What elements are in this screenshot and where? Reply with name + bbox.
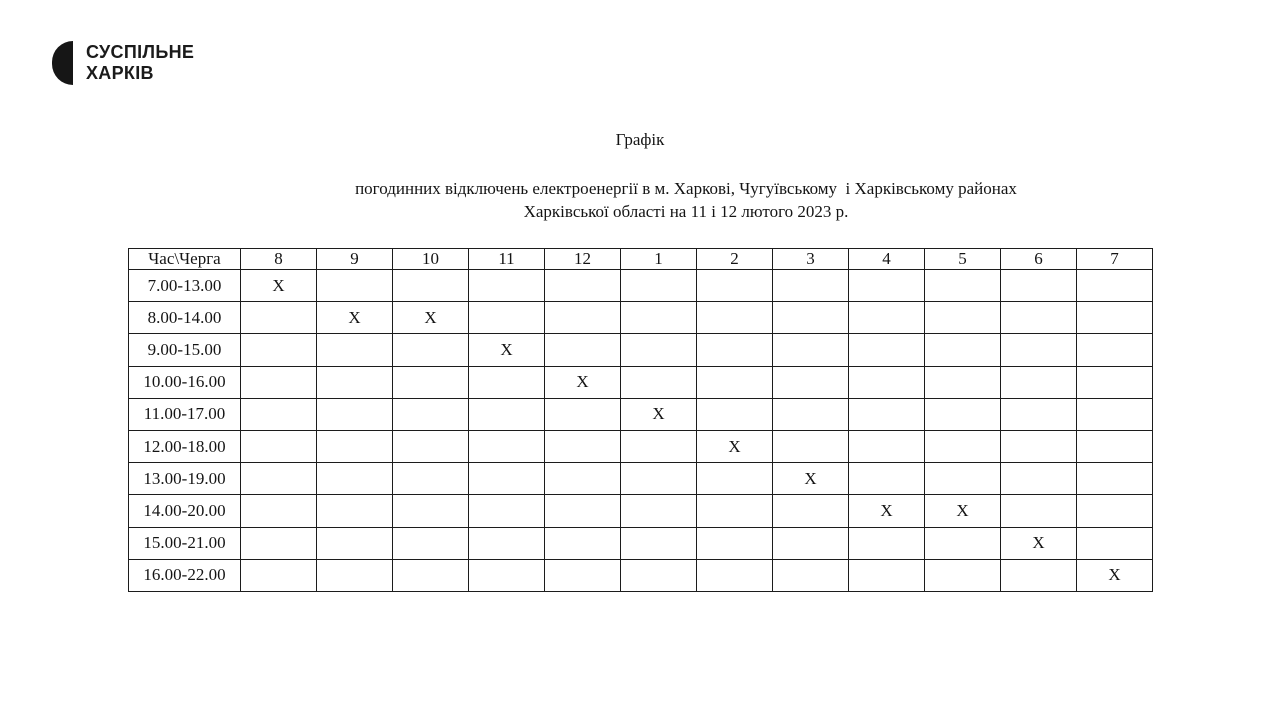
mark-cell: [773, 495, 849, 527]
mark-cell: [317, 270, 393, 302]
mark-cell: [241, 495, 317, 527]
mark-cell: [393, 334, 469, 366]
table-row: [129, 398, 1153, 430]
queue-header-cell: 6: [1001, 249, 1077, 270]
mark-cell: [621, 527, 697, 559]
mark-cell: [849, 398, 925, 430]
time-cell: 11.00-17.00: [129, 398, 241, 430]
logo-line2: ХАРКІВ: [86, 63, 154, 83]
mark-cell: [925, 398, 1001, 430]
queue-header-cell: 12: [545, 249, 621, 270]
mark-cell: [317, 527, 393, 559]
time-cell: 15.00-21.00: [129, 527, 241, 559]
mark-cell: [1001, 495, 1077, 527]
mark-cell: X: [241, 270, 317, 302]
mark-cell: X: [1001, 527, 1077, 559]
mark-cell: [925, 527, 1001, 559]
mark-cell: [545, 302, 621, 334]
mark-cell: [849, 302, 925, 334]
mark-cell: [545, 430, 621, 462]
mark-cell: [773, 366, 849, 398]
mark-cell: [773, 302, 849, 334]
queue-header-cell: 10: [393, 249, 469, 270]
mark-cell: [1077, 527, 1153, 559]
page-title: Графік: [615, 130, 665, 149]
mark-cell: [393, 559, 469, 591]
mark-cell: [545, 495, 621, 527]
mark-cell: [1077, 366, 1153, 398]
mark-cell: [849, 527, 925, 559]
queue-header-cell: 5: [925, 249, 1001, 270]
table-row: [129, 559, 1153, 591]
mark-cell: [1077, 463, 1153, 495]
mark-cell: [925, 302, 1001, 334]
time-cell: 8.00-14.00: [129, 302, 241, 334]
mark-cell: [621, 495, 697, 527]
mark-cell: [241, 302, 317, 334]
mark-cell: [545, 559, 621, 591]
mark-cell: [545, 334, 621, 366]
suspilne-kharkiv-logo: [52, 41, 194, 85]
queue-header-cell: 4: [849, 249, 925, 270]
mark-cell: [317, 398, 393, 430]
queue-header-cell: 1: [621, 249, 697, 270]
mark-cell: [621, 334, 697, 366]
mark-cell: X: [697, 430, 773, 462]
mark-cell: [697, 463, 773, 495]
mark-cell: X: [621, 398, 697, 430]
outage-schedule-table: [128, 248, 1153, 592]
mark-cell: X: [925, 495, 1001, 527]
mark-cell: [1001, 302, 1077, 334]
mark-cell: [241, 398, 317, 430]
mark-cell: [1077, 495, 1153, 527]
mark-cell: [1001, 430, 1077, 462]
mark-cell: [925, 334, 1001, 366]
mark-cell: [697, 527, 773, 559]
queue-header-cell: 9: [317, 249, 393, 270]
mark-cell: [773, 270, 849, 302]
mark-cell: [317, 463, 393, 495]
mark-cell: X: [1077, 559, 1153, 591]
mark-cell: [545, 527, 621, 559]
mark-cell: [241, 463, 317, 495]
mark-cell: X: [849, 495, 925, 527]
queue-header-cell: 3: [773, 249, 849, 270]
time-cell: 7.00-13.00: [129, 270, 241, 302]
mark-cell: [697, 302, 773, 334]
mark-cell: [469, 430, 545, 462]
mark-cell: [393, 527, 469, 559]
mark-cell: [925, 559, 1001, 591]
mark-cell: [469, 398, 545, 430]
queue-header-cell: 8: [241, 249, 317, 270]
mark-cell: [621, 463, 697, 495]
mark-cell: [317, 559, 393, 591]
mark-cell: [469, 302, 545, 334]
mark-cell: [1001, 398, 1077, 430]
mark-cell: [925, 366, 1001, 398]
mark-cell: [773, 559, 849, 591]
mark-cell: [393, 398, 469, 430]
mark-cell: X: [773, 463, 849, 495]
table-row: [129, 430, 1153, 462]
mark-cell: [1077, 334, 1153, 366]
table-row: [129, 270, 1153, 302]
header-row: [129, 249, 1153, 270]
mark-cell: [545, 398, 621, 430]
mark-cell: [393, 366, 469, 398]
mark-cell: [773, 398, 849, 430]
corner-header-cell: Час\Черга: [129, 249, 241, 270]
mark-cell: [469, 559, 545, 591]
mark-cell: [1001, 463, 1077, 495]
time-cell: 14.00-20.00: [129, 495, 241, 527]
suspilne-halfdisc-icon: [52, 41, 73, 85]
mark-cell: [545, 463, 621, 495]
mark-cell: [773, 334, 849, 366]
time-cell: 12.00-18.00: [129, 430, 241, 462]
mark-cell: [849, 430, 925, 462]
mark-cell: [241, 366, 317, 398]
time-cell: 16.00-22.00: [129, 559, 241, 591]
time-cell: 10.00-16.00: [129, 366, 241, 398]
mark-cell: [469, 495, 545, 527]
mark-cell: [1077, 302, 1153, 334]
mark-cell: [925, 463, 1001, 495]
mark-cell: [925, 270, 1001, 302]
mark-cell: [697, 270, 773, 302]
queue-header-cell: 11: [469, 249, 545, 270]
mark-cell: [621, 366, 697, 398]
mark-cell: [849, 366, 925, 398]
table-row: [129, 366, 1153, 398]
mark-cell: [1001, 559, 1077, 591]
mark-cell: [469, 366, 545, 398]
mark-cell: [849, 334, 925, 366]
mark-cell: [849, 559, 925, 591]
mark-cell: [773, 430, 849, 462]
time-cell: 9.00-15.00: [129, 334, 241, 366]
subtitle: [46, 177, 1280, 223]
mark-cell: [469, 463, 545, 495]
mark-cell: [849, 270, 925, 302]
mark-cell: X: [545, 366, 621, 398]
mark-cell: [1001, 366, 1077, 398]
table-row: [129, 495, 1153, 527]
table-row: [129, 302, 1153, 334]
table-row: [129, 334, 1153, 366]
mark-cell: [621, 270, 697, 302]
mark-cell: [469, 270, 545, 302]
mark-cell: [317, 334, 393, 366]
mark-cell: [241, 334, 317, 366]
table-row: [129, 463, 1153, 495]
mark-cell: [469, 527, 545, 559]
logo-line1: СУСПІЛЬНЕ: [86, 42, 195, 62]
mark-cell: [393, 430, 469, 462]
mark-cell: [317, 366, 393, 398]
queue-header-cell: 7: [1077, 249, 1153, 270]
mark-cell: [1001, 334, 1077, 366]
subtitle-line1: погодинних відключень електроенергії в м. Харкові, Чугуївському і Харківському районах: [355, 179, 1017, 198]
mark-cell: [1077, 430, 1153, 462]
mark-cell: [697, 334, 773, 366]
mark-cell: X: [393, 302, 469, 334]
mark-cell: X: [469, 334, 545, 366]
mark-cell: [697, 366, 773, 398]
mark-cell: [241, 430, 317, 462]
mark-cell: [241, 527, 317, 559]
mark-cell: [545, 270, 621, 302]
mark-cell: [925, 430, 1001, 462]
queue-header-cell: 2: [697, 249, 773, 270]
mark-cell: [1001, 270, 1077, 302]
mark-cell: [621, 559, 697, 591]
mark-cell: [1077, 270, 1153, 302]
mark-cell: [697, 398, 773, 430]
mark-cell: [773, 527, 849, 559]
mark-cell: [697, 559, 773, 591]
logo-text: [86, 42, 194, 84]
mark-cell: [317, 430, 393, 462]
mark-cell: [393, 270, 469, 302]
mark-cell: [317, 495, 393, 527]
mark-cell: [1077, 398, 1153, 430]
time-cell: 13.00-19.00: [129, 463, 241, 495]
subtitle-line2: Харківської області на 11 і 12 лютого 2023 р.: [523, 202, 849, 221]
mark-cell: X: [317, 302, 393, 334]
mark-cell: [621, 302, 697, 334]
mark-cell: [393, 495, 469, 527]
mark-cell: [393, 463, 469, 495]
table-row: [129, 527, 1153, 559]
mark-cell: [697, 495, 773, 527]
mark-cell: [241, 559, 317, 591]
mark-cell: [621, 430, 697, 462]
mark-cell: [849, 463, 925, 495]
